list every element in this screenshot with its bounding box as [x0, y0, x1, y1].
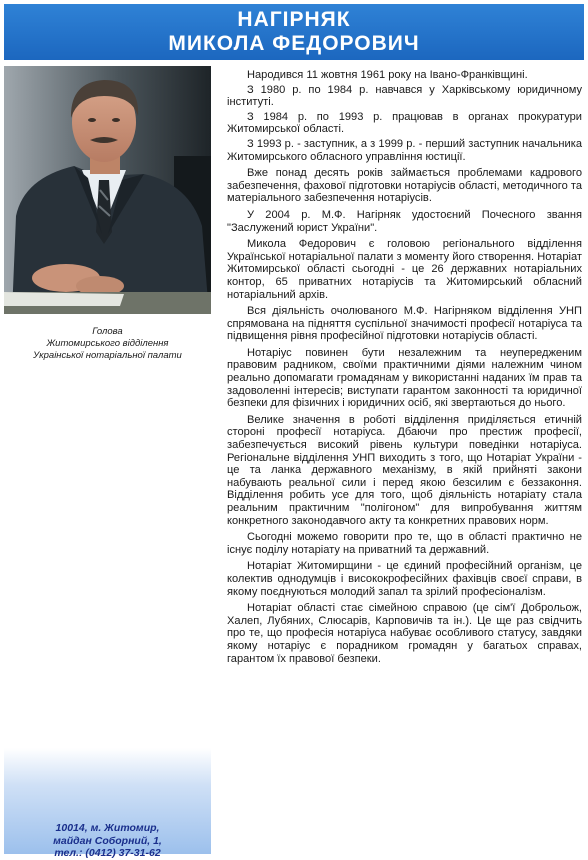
paragraph: Вже понад десять років займається проблемами кадрового забезпечення, фахової підготовки нотаріусів області, методичного та матеріального забезпечення нотаріусів.	[227, 167, 582, 205]
paragraph: Сьогодні можемо говорити про те, що в області практично не існує поділу нотаріату на приватний та державний.	[227, 531, 582, 556]
paragraph: Нотаріат Житомирщини - це єдиний професійний організм, це колектив однодумців і висококрофесійних фахівців своєї справи, в якому поєднуються молодий запал та зрілий професіоналізм.	[227, 560, 582, 598]
paragraph: З 1993 р. - заступник, а з 1999 р. - перший заступник начальника Житомирського обласного управління юстиції.	[227, 137, 582, 163]
address-line-2: майдан Соборний, 1,	[53, 834, 162, 847]
page-header	[4, 4, 584, 60]
paragraph: У 2004 р. М.Ф. Нагірняк удостоєний Почесного звання "Заслужений юрист України".	[227, 208, 582, 234]
paragraph: З 1980 р. по 1984 р. навчався у Харківському юридичному інституті.	[227, 83, 582, 109]
paragraph: Вся діяльність очолюваного М.Ф. Нагірняком відділення УНП спрямована на підняття суспільної значимості професії нотаріуса та підвищення рівня професійної підготовки нотаріусів області.	[227, 305, 582, 343]
paragraph: З 1984 р. по 1993 р. працював в органах прокуратури Житомирської області.	[227, 110, 582, 136]
paragraph: Микола Федорович є головою регіонального відділення Української нотаріальної палати з моменту його створення. Нотаріат Житомирської області сьогодні - це 26 державних нотаріальних контор, 65 приватних нотаріусів та Житомирський обласний нотаріальний архів.	[227, 238, 582, 301]
paragraph: Нотаріус повинен бути незалежним та неупередженим правовим радником, своїми практичними діями належним чином реально допомагати громадянам у використанні наданих їм прав та задоволенні інтересів; виступати гарантом законності та юридичної безпеки для фізичних і юридичних осіб, які звертаються до нього.	[227, 346, 582, 410]
address-phone: тел.: (0412) 37-31-62	[54, 847, 161, 859]
portrait-photo	[4, 66, 211, 314]
caption-line-2: Житомирського відділення	[46, 338, 169, 349]
photo-caption	[4, 326, 211, 362]
biography-text	[227, 69, 582, 669]
paragraph: Нотаріат області стає сімейною справою (це сім'ї Доброльож, Халеп, Лубяних, Слюсарів, Карповичів та ін.). Це ще раз свідчить про те, що професія нотаріуса набуває особливого статусу, завдяки якому нотаріус є порадником громадян у багатьох справах, гарантом їх правової безпеки.	[227, 602, 582, 665]
paragraph: Народився 11 жовтня 1961 року на Івано-Франківщині.	[247, 69, 528, 81]
caption-line-1: Голова	[92, 326, 123, 337]
paragraph: Велике значення в роботі відділення приділяється етичній стороні професії нотаріуса. Дбаючи про престиж професії, забезпечується високий рівень культури поведінки нотаріуса. Регіональне відділення УНП виходить з того, що Нотаріат України - це та ланка державного механізму, в якій прийняті закони набувають реальної сили і перед якою безсилим є беззаконня. Відділення робить усе для того, щоб діяльність нотаріату стала реальним практичним "полігоном" для випробування життям конкретного законодавчого акту та конкретних правових норм.	[227, 413, 582, 527]
given-name-heading: МИКОЛА ФЕДОРОВИЧ	[168, 32, 420, 55]
address-line-1: 10014, м. Житомир,	[55, 822, 160, 834]
surname-heading: НАГІРНЯК	[237, 8, 351, 31]
portrait-illustration	[4, 66, 211, 314]
contact-address-block	[4, 748, 211, 859]
caption-line-3: Украiнської нотаріальної палати	[33, 350, 182, 361]
